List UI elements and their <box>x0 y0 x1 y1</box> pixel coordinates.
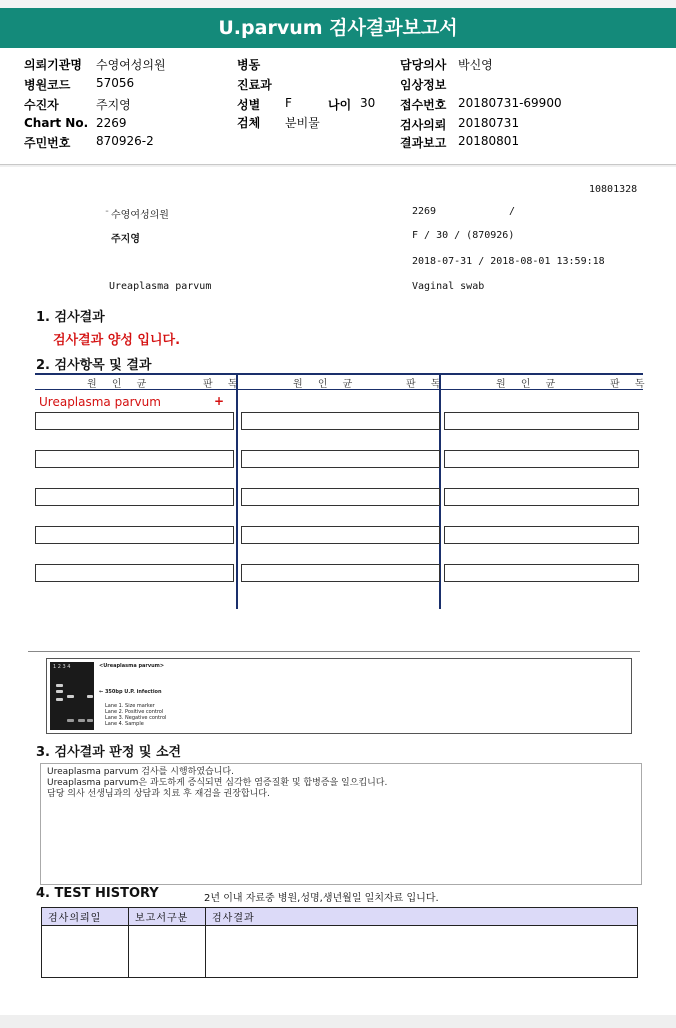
report-patient: 주지영 <box>111 234 140 245</box>
gel-band-label: ← 350bp U.P. infection <box>99 689 162 695</box>
history-row <box>42 926 638 978</box>
clinical-label: 임상정보 <box>400 78 447 92</box>
reception-label: 접수번호 <box>400 98 447 112</box>
history-col-type: 보고서구분 <box>129 908 206 926</box>
gel-legend-2: Lane 2. Positive control <box>105 709 164 715</box>
report-dash: - <box>104 206 111 217</box>
report-sex-age: F / 30 / (870926) <box>412 230 515 241</box>
result-box <box>35 450 234 468</box>
result-box <box>241 412 440 430</box>
history-header-row <box>42 908 638 926</box>
result-box <box>241 526 440 544</box>
reception-value: 20180731-69900 <box>458 96 562 110</box>
report-value: 20180801 <box>458 134 520 148</box>
report-dates: 2018-07-31 / 2018-08-01 13:59:18 <box>412 256 605 267</box>
resid-value: 870926-2 <box>96 134 154 148</box>
report-hospital: 수영여성의원 <box>111 210 169 221</box>
top-strip <box>0 0 676 8</box>
ward-label: 병동 <box>237 58 261 72</box>
organism-name: Ureaplasma parvum <box>39 395 161 409</box>
gel-band <box>67 695 74 698</box>
report-test-name: Ureaplasma parvum <box>109 281 212 292</box>
gel-band <box>56 684 63 687</box>
gel-divider <box>28 651 640 652</box>
report-title: U.parvum 검사결과보고서 <box>0 8 676 48</box>
result-box <box>241 450 440 468</box>
report-chart-no: 2269 <box>412 206 437 217</box>
doctor-value: 박신영 <box>458 58 493 72</box>
gel-image <box>50 662 94 730</box>
hospital-label: 의뢰기관명 <box>24 58 82 72</box>
history-col-date: 검사의뢰일 <box>42 908 129 926</box>
gel-band <box>87 695 93 698</box>
result-box <box>35 488 234 506</box>
gel-figure <box>46 658 632 734</box>
chart-value: 2269 <box>96 116 127 130</box>
result-box <box>444 488 639 506</box>
gel-caption: <Ureaplasma parvum> <box>99 663 165 669</box>
specimen-label: 검체 <box>237 116 261 130</box>
resid-label: 주민번호 <box>24 136 71 150</box>
sex-label: 성별 <box>237 98 261 112</box>
gel-band <box>56 690 63 693</box>
patient-label: 수진자 <box>24 98 59 112</box>
code-value: 57056 <box>96 76 135 90</box>
result-box <box>35 412 234 430</box>
opinion-line: Ureaplasma parvum은 과도하게 증식되면 심각한 염증질환 및 합병증을 일으킵니다. <box>47 778 388 788</box>
sex-value: F <box>285 96 292 110</box>
report-page <box>0 167 676 1015</box>
history-cell <box>129 926 206 978</box>
history-cell <box>42 926 129 978</box>
result-box <box>444 412 639 430</box>
result-box <box>444 450 639 468</box>
report-specimen: Vaginal swab <box>412 281 485 292</box>
patient-value: 주지영 <box>96 98 131 112</box>
positive-result: 검사결과 양성 입니다. <box>53 333 181 348</box>
col-organism-1: 원 인 균 <box>87 379 153 390</box>
col-judgment-2: 판 독 <box>406 379 447 390</box>
request-value: 20180731 <box>458 116 520 130</box>
report-slash: / <box>509 206 516 217</box>
opinion-line: Ureaplasma parvum 검사를 시행하였습니다. <box>47 767 234 777</box>
report-label: 결과보고 <box>400 136 447 150</box>
result-box <box>444 526 639 544</box>
col-organism-3: 원 인 균 <box>496 379 562 390</box>
age-value: 30 <box>360 96 376 110</box>
opinion-line: 담당 의사 선생님과의 상담과 치료 후 재검을 권장합니다. <box>47 789 270 799</box>
age-label: 나이 <box>328 98 352 112</box>
opinion-box <box>40 763 642 885</box>
hospital-value: 수영여성의원 <box>96 58 166 72</box>
gel-band-label-text: 350bp U.P. infection <box>104 689 162 695</box>
result-box <box>241 564 440 582</box>
result-box <box>35 526 234 544</box>
result-box <box>35 564 234 582</box>
gel-legend-3: Lane 3. Negative control <box>105 715 167 721</box>
gel-band <box>67 719 74 722</box>
doc-number: 10801328 <box>589 184 638 195</box>
result-box <box>241 488 440 506</box>
chart-label: Chart No. <box>24 116 89 130</box>
section-2-title: 2. 검사항목 및 결과 <box>36 358 152 373</box>
patient-info-header <box>0 48 676 165</box>
section-4-title: 4. TEST HISTORY <box>36 886 159 901</box>
grid-divider-1 <box>236 373 238 609</box>
dept-label: 진료과 <box>237 78 272 92</box>
section-1-title: 1. 검사결과 <box>36 310 105 325</box>
request-label: 검사의뢰 <box>400 118 447 132</box>
history-cell <box>206 926 638 978</box>
history-col-result: 검사결과 <box>206 908 638 926</box>
gel-band <box>78 719 85 722</box>
code-label: 병원코드 <box>24 78 71 92</box>
col-organism-2: 원 인 균 <box>293 379 359 390</box>
gel-lane-numbers: 1 2 3 4 <box>53 664 71 670</box>
gel-band <box>87 719 93 722</box>
specimen-value: 분비물 <box>285 116 320 130</box>
gel-legend-1: Lane 1. Size marker <box>105 703 155 709</box>
organism-result: + <box>214 394 225 408</box>
doctor-label: 담당의사 <box>400 58 447 72</box>
gel-legend-4: Lane 4. Sample <box>105 721 144 727</box>
col-judgment-3: 판 독 <box>610 379 651 390</box>
history-table <box>41 907 638 978</box>
history-note: 2년 이내 자료중 병원,성명,생년월일 일치자료 입니다. <box>204 893 439 904</box>
section-3-title: 3. 검사결과 판정 및 소견 <box>36 745 182 760</box>
gel-band <box>56 698 63 701</box>
col-judgment-1: 판 독 <box>203 379 244 390</box>
result-box <box>444 564 639 582</box>
